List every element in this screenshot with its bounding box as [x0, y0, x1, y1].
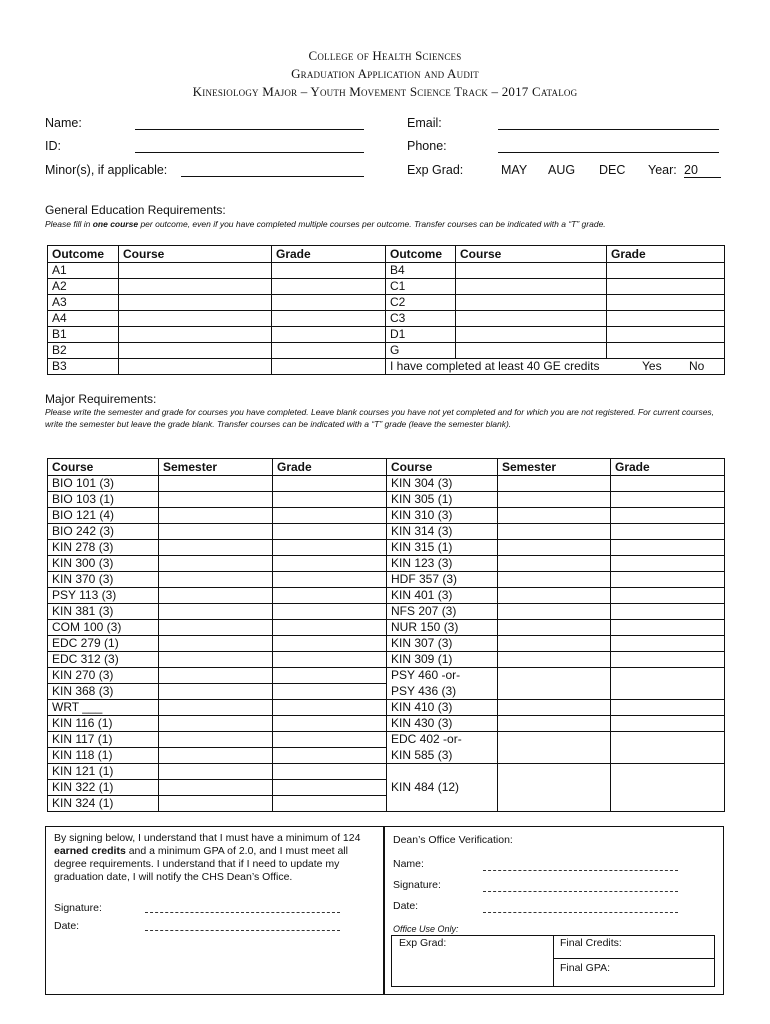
- exp-grad-dec[interactable]: DEC: [599, 163, 626, 177]
- major-row: [48, 508, 725, 524]
- office-use-divider: [553, 935, 554, 986]
- ge-outcome: B2: [48, 343, 119, 359]
- major-semester-cell[interactable]: [498, 524, 611, 540]
- major-title: Major Requirements:: [45, 392, 157, 406]
- major-grade-cell[interactable]: [611, 524, 725, 540]
- major-semester-cell[interactable]: [159, 508, 273, 524]
- major-semester-cell[interactable]: [498, 604, 611, 620]
- track-title: Kinesiology Major – Youth Movement Science Track – 2017 Catalog: [192, 84, 578, 99]
- ge-grade-cell[interactable]: [607, 311, 725, 327]
- ge-credits-statement: I have completed at least 40 GE credits: [390, 359, 600, 373]
- major-course: NUR 150 (3): [387, 620, 498, 636]
- major-row: [48, 668, 725, 684]
- major-semester-cell[interactable]: [159, 556, 273, 572]
- major-semester-cell[interactable]: [159, 524, 273, 540]
- major-semester-cell[interactable]: [159, 636, 273, 652]
- major-course: EDC 312 (3): [48, 652, 159, 668]
- major-semester-cell[interactable]: [159, 492, 273, 508]
- exp-grad-label: Exp Grad:: [407, 163, 464, 177]
- ge-outcome: C1: [386, 279, 456, 295]
- major-semester-cell[interactable]: [159, 780, 273, 796]
- ge-grade-cell[interactable]: [272, 343, 386, 359]
- major-semester-cell[interactable]: [498, 636, 611, 652]
- student-signature-label: Signature:: [54, 902, 102, 914]
- ge-course-cell[interactable]: [119, 327, 272, 343]
- ge-header-cell: Outcome: [386, 246, 456, 263]
- ge-row: [48, 295, 725, 311]
- ge-grade-cell[interactable]: [272, 327, 386, 343]
- major-row: [48, 764, 725, 780]
- dean-signature-field[interactable]: [483, 891, 678, 892]
- major-row: [48, 556, 725, 572]
- major-grade-cell[interactable]: [273, 476, 387, 492]
- ge-course-cell[interactable]: [456, 327, 607, 343]
- major-course: KIN 368 (3): [48, 684, 159, 700]
- ge-grade-cell[interactable]: [607, 263, 725, 279]
- major-course: COM 100 (3): [48, 620, 159, 636]
- ge-outcome: G: [386, 343, 456, 359]
- major-course: HDF 357 (3): [387, 572, 498, 588]
- major-semester-cell[interactable]: [159, 732, 273, 748]
- major-row: [48, 540, 725, 556]
- major-course: BIO 103 (1): [48, 492, 159, 508]
- major-grade-cell[interactable]: [273, 668, 387, 684]
- major-semester-cell[interactable]: [498, 652, 611, 668]
- major-semester-cell[interactable]: [498, 476, 611, 492]
- student-date-field[interactable]: [145, 930, 340, 931]
- ge-row: [48, 263, 725, 279]
- major-grade-cell[interactable]: [273, 492, 387, 508]
- major-course: KIN 304 (3): [387, 476, 498, 492]
- ge-course-cell[interactable]: [119, 295, 272, 311]
- major-grade-cell[interactable]: [611, 652, 725, 668]
- ge-grade-cell[interactable]: [272, 311, 386, 327]
- major-semester-cell[interactable]: [498, 620, 611, 636]
- major-grade-cell[interactable]: [273, 716, 387, 732]
- major-course: KIN 116 (1): [48, 716, 159, 732]
- exp-grad-aug[interactable]: AUG: [548, 163, 576, 177]
- major-semester-cell[interactable]: [498, 492, 611, 508]
- major-header-cell: Course: [387, 459, 498, 476]
- major-row: [48, 652, 725, 668]
- ge-title: General Education Requirements:: [45, 203, 226, 217]
- major-semester-cell[interactable]: [498, 588, 611, 604]
- major-course: KIN 484 (12): [387, 764, 498, 812]
- major-grade-cell[interactable]: [611, 492, 725, 508]
- major-grade-cell[interactable]: [273, 636, 387, 652]
- ge-course-cell[interactable]: [456, 295, 607, 311]
- name-field[interactable]: [135, 129, 364, 130]
- ge-outcome: D1: [386, 327, 456, 343]
- ge-outcome: B4: [386, 263, 456, 279]
- major-course: KIN 401 (3): [387, 588, 498, 604]
- major-header-cell: Course: [48, 459, 159, 476]
- ge-outcome: B1: [48, 327, 119, 343]
- major-course: KIN 305 (1): [387, 492, 498, 508]
- major-course: BIO 242 (3): [48, 524, 159, 540]
- major-course: KIN 123 (3): [387, 556, 498, 572]
- major-row: [48, 476, 725, 492]
- ge-course-cell[interactable]: [119, 359, 272, 375]
- major-header-cell: Grade: [273, 459, 387, 476]
- major-grade-cell[interactable]: [273, 748, 387, 764]
- major-course: KIN 410 (3): [387, 700, 498, 716]
- ge-course-cell[interactable]: [456, 343, 607, 359]
- major-grade-cell[interactable]: [273, 780, 387, 796]
- ge-row: [48, 279, 725, 295]
- office-use-hdivider: [553, 958, 714, 959]
- major-grade-cell[interactable]: [273, 572, 387, 588]
- dean-date-field[interactable]: [483, 912, 678, 913]
- major-grade-cell[interactable]: [611, 716, 725, 732]
- major-grade-cell[interactable]: [273, 652, 387, 668]
- major-course: EDC 279 (1): [48, 636, 159, 652]
- signing-statement: By signing below, I understand that I must have a minimum of 124 earned credits and a minimum GPA of 2.0, and I must meet all degree requirements. I understand that if I need to update my graduation date, I will notify the CHS Dean’s Office.: [54, 832, 361, 883]
- major-grade-cell[interactable]: [611, 588, 725, 604]
- ge-row: [48, 343, 725, 359]
- ge-yes-option[interactable]: Yes: [642, 359, 662, 373]
- ge-header-cell: Grade: [607, 246, 725, 263]
- major-course: EDC 402 -or-: [387, 732, 498, 748]
- major-grade-cell[interactable]: [273, 588, 387, 604]
- major-course: KIN 310 (3): [387, 508, 498, 524]
- phone-field[interactable]: [498, 152, 719, 153]
- ge-course-cell[interactable]: [119, 263, 272, 279]
- major-row: [48, 636, 725, 652]
- student-date-label: Date:: [54, 920, 80, 932]
- exp-grad-may[interactable]: MAY: [501, 163, 528, 177]
- major-course: KIN 314 (3): [387, 524, 498, 540]
- major-course: KIN 324 (1): [48, 796, 159, 812]
- major-semester-cell[interactable]: [498, 572, 611, 588]
- year-label: Year:: [648, 163, 677, 177]
- dean-date-label: Date:: [393, 900, 419, 912]
- ge-grade-cell[interactable]: [272, 295, 386, 311]
- major-table: [47, 458, 725, 812]
- major-semester-cell[interactable]: [159, 588, 273, 604]
- ge-grade-cell[interactable]: [607, 327, 725, 343]
- major-grade-cell[interactable]: [273, 700, 387, 716]
- year-prefix: 20: [684, 163, 698, 177]
- student-signature-field[interactable]: [145, 912, 340, 913]
- major-semester-cell[interactable]: [498, 556, 611, 572]
- major-course: KIN 121 (1): [48, 764, 159, 780]
- major-grade-cell[interactable]: [611, 540, 725, 556]
- major-header-cell: Semester: [498, 459, 611, 476]
- major-course: KIN 300 (3): [48, 556, 159, 572]
- email-field[interactable]: [498, 129, 719, 130]
- major-course: KIN 307 (3): [387, 636, 498, 652]
- major-semester-cell[interactable]: [159, 748, 273, 764]
- year-field[interactable]: [684, 163, 721, 178]
- ge-outcome: B3: [48, 359, 119, 375]
- major-semester-cell[interactable]: [159, 668, 273, 684]
- major-course: PSY 436 (3): [387, 684, 498, 700]
- major-row: [48, 732, 725, 748]
- major-header-cell: Grade: [611, 459, 725, 476]
- major-grade-cell[interactable]: [273, 764, 387, 780]
- ge-course-cell[interactable]: [119, 279, 272, 295]
- minor-field[interactable]: [181, 176, 364, 177]
- ge-outcome: A2: [48, 279, 119, 295]
- office-exp-grad-label: Exp Grad:: [399, 937, 447, 949]
- dean-title: Dean’s Office Verification:: [393, 834, 513, 846]
- major-row: [48, 524, 725, 540]
- major-grade-cell[interactable]: [611, 620, 725, 636]
- major-semester-cell[interactable]: [498, 716, 611, 732]
- ge-grade-cell[interactable]: [272, 359, 386, 375]
- major-grade-cell[interactable]: [273, 620, 387, 636]
- ge-header-row: [48, 246, 725, 263]
- major-grade-cell[interactable]: [273, 732, 387, 748]
- ge-outcome: A1: [48, 263, 119, 279]
- major-course: KIN 585 (3): [387, 748, 498, 764]
- major-grade-cell[interactable]: [611, 700, 725, 716]
- major-row: [48, 716, 725, 732]
- email-label: Email:: [407, 116, 442, 130]
- major-course: PSY 113 (3): [48, 588, 159, 604]
- dean-signature-label: Signature:: [393, 879, 441, 891]
- ge-grade-cell[interactable]: [272, 263, 386, 279]
- major-semester-cell[interactable]: [498, 764, 611, 812]
- id-field[interactable]: [135, 152, 364, 153]
- name-label: Name:: [45, 116, 82, 130]
- ge-grade-cell[interactable]: [607, 295, 725, 311]
- ge-note: Please fill in one course per outcome, even if you have completed multiple courses per outcome. Transfer courses can be indicated with a “T” grade.: [45, 219, 606, 229]
- major-row: [48, 588, 725, 604]
- ge-header-cell: Grade: [272, 246, 386, 263]
- major-grade-cell[interactable]: [611, 636, 725, 652]
- major-grade-cell[interactable]: [611, 732, 725, 764]
- major-course: KIN 117 (1): [48, 732, 159, 748]
- ge-header-cell: Outcome: [48, 246, 119, 263]
- dean-name-field[interactable]: [483, 870, 678, 871]
- ge-grade-cell[interactable]: [272, 279, 386, 295]
- major-course: PSY 460 -or-: [387, 668, 498, 684]
- form-title: Graduation Application and Audit: [291, 66, 479, 81]
- ge-grade-cell[interactable]: [607, 343, 725, 359]
- major-grade-cell[interactable]: [611, 508, 725, 524]
- major-semester-cell[interactable]: [498, 540, 611, 556]
- major-semester-cell[interactable]: [159, 652, 273, 668]
- major-grade-cell[interactable]: [273, 508, 387, 524]
- major-grade-cell[interactable]: [611, 764, 725, 812]
- major-grade-cell[interactable]: [273, 684, 387, 700]
- ge-row: [48, 311, 725, 327]
- major-course: KIN 370 (3): [48, 572, 159, 588]
- major-semester-cell[interactable]: [498, 508, 611, 524]
- ge-course-cell[interactable]: [456, 263, 607, 279]
- ge-course-cell[interactable]: [456, 279, 607, 295]
- major-semester-cell[interactable]: [159, 620, 273, 636]
- major-semester-cell[interactable]: [159, 716, 273, 732]
- major-semester-cell[interactable]: [159, 764, 273, 780]
- major-semester-cell[interactable]: [159, 572, 273, 588]
- major-course: KIN 278 (3): [48, 540, 159, 556]
- major-semester-cell[interactable]: [159, 540, 273, 556]
- ge-table: [47, 245, 725, 375]
- major-semester-cell[interactable]: [498, 668, 611, 700]
- major-course: KIN 322 (1): [48, 780, 159, 796]
- major-semester-cell[interactable]: [159, 604, 273, 620]
- major-course: KIN 309 (1): [387, 652, 498, 668]
- final-gpa-label: Final GPA:: [560, 962, 610, 974]
- major-semester-cell[interactable]: [159, 796, 273, 812]
- major-grade-cell[interactable]: [611, 476, 725, 492]
- major-semester-cell[interactable]: [159, 684, 273, 700]
- ge-outcome: A3: [48, 295, 119, 311]
- major-semester-cell[interactable]: [498, 700, 611, 716]
- ge-outcome: C2: [386, 295, 456, 311]
- ge-outcome: A4: [48, 311, 119, 327]
- major-grade-cell[interactable]: [273, 796, 387, 812]
- minor-label: Minor(s), if applicable:: [45, 163, 168, 177]
- major-row: [48, 572, 725, 588]
- major-grade-cell[interactable]: [273, 604, 387, 620]
- major-course: KIN 270 (3): [48, 668, 159, 684]
- id-label: ID:: [45, 139, 61, 153]
- ge-row: [48, 359, 725, 375]
- major-grade-cell[interactable]: [273, 556, 387, 572]
- major-course: NFS 207 (3): [387, 604, 498, 620]
- major-grade-cell[interactable]: [611, 556, 725, 572]
- major-course: KIN 118 (1): [48, 748, 159, 764]
- office-use-label: Office Use Only:: [393, 924, 459, 934]
- final-credits-label: Final Credits:: [560, 937, 622, 949]
- major-course: KIN 430 (3): [387, 716, 498, 732]
- ge-header-cell: Course: [456, 246, 607, 263]
- major-row: [48, 700, 725, 716]
- major-header-cell: Semester: [159, 459, 273, 476]
- major-course: BIO 101 (3): [48, 476, 159, 492]
- ge-course-cell[interactable]: [119, 343, 272, 359]
- ge-credits-row: [386, 359, 725, 375]
- major-course: KIN 381 (3): [48, 604, 159, 620]
- major-course: BIO 121 (4): [48, 508, 159, 524]
- major-grade-cell[interactable]: [273, 540, 387, 556]
- ge-no-option[interactable]: No: [689, 359, 705, 373]
- major-course: KIN 315 (1): [387, 540, 498, 556]
- major-grade-cell[interactable]: [273, 524, 387, 540]
- major-note: Please write the semester and grade for courses you have completed. Leave blank courses you have not yet completed and for which you are not registered. For current courses, write the semester but leave the grade blank. Transfer courses can be indicated with a “T” grade (leave the semester blank).: [45, 407, 715, 429]
- college-title: College of Health Sciences: [308, 48, 462, 63]
- phone-label: Phone:: [407, 139, 447, 153]
- ge-header-cell: Course: [119, 246, 272, 263]
- ge-course-cell[interactable]: [119, 311, 272, 327]
- major-grade-cell[interactable]: [611, 668, 725, 700]
- dean-name-label: Name:: [393, 858, 424, 870]
- major-row: [48, 492, 725, 508]
- major-row: [48, 620, 725, 636]
- major-row: [48, 604, 725, 620]
- ge-grade-cell[interactable]: [607, 279, 725, 295]
- major-course: WRT ___: [48, 700, 159, 716]
- major-semester-cell[interactable]: [159, 476, 273, 492]
- ge-outcome: C3: [386, 311, 456, 327]
- major-grade-cell[interactable]: [611, 604, 725, 620]
- ge-course-cell[interactable]: [456, 311, 607, 327]
- major-semester-cell[interactable]: [498, 732, 611, 764]
- major-header-row: [48, 459, 725, 476]
- ge-row: [48, 327, 725, 343]
- major-semester-cell[interactable]: [159, 700, 273, 716]
- major-grade-cell[interactable]: [611, 572, 725, 588]
